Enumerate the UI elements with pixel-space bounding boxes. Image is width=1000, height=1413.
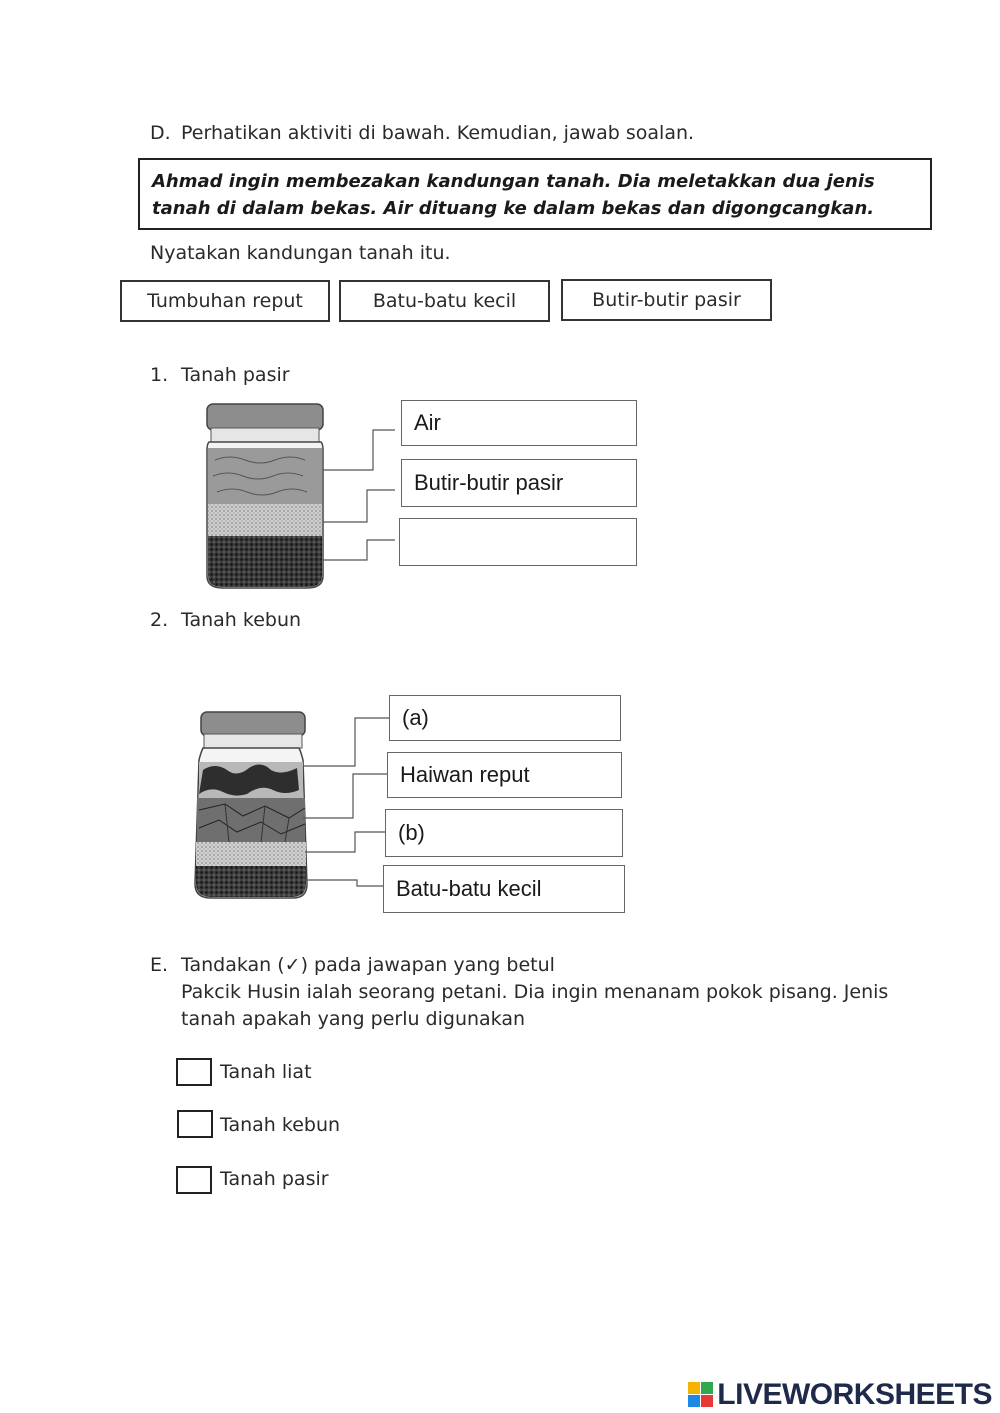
q1-answer-drop-zone[interactable]: [399, 518, 637, 566]
liveworksheets-logo-icon: [688, 1382, 714, 1408]
q1-number: 1.: [150, 364, 169, 386]
q1-label-air: Air: [401, 400, 637, 446]
sand-jar-illustration: [195, 398, 395, 593]
garden-soil-jar-illustration: [185, 706, 390, 916]
section-d-letter: D.: [150, 122, 171, 144]
checkbox-tanah-kebun[interactable]: [177, 1110, 213, 1138]
section-e-letter: E.: [150, 954, 169, 976]
q2-label-b-drop-zone[interactable]: (b): [385, 809, 623, 857]
section-e-question-line2: tanah apakah yang perlu digunakan: [181, 1008, 526, 1030]
q1-title: Tanah pasir: [181, 364, 290, 386]
q1-label-butir-pasir: Butir-butir pasir: [401, 459, 637, 507]
section-e-question-line1: Pakcik Husin ialah seorang petani. Dia ingin menanam pokok pisang. Jenis: [181, 981, 889, 1003]
prompt-text: Nyatakan kandungan tanah itu.: [150, 242, 451, 264]
checkbox-tanah-liat[interactable]: [176, 1058, 212, 1086]
section-d-heading: Perhatikan aktiviti di bawah. Kemudian, jawab soalan.: [181, 122, 695, 144]
q2-number: 2.: [150, 609, 169, 631]
liveworksheets-logo-text: LIVEWORKSHEETS: [717, 1378, 992, 1411]
option-tanah-liat: Tanah liat: [220, 1061, 312, 1083]
word-bank-item-tumbuhan-reput[interactable]: Tumbuhan reput: [120, 280, 330, 322]
option-tanah-pasir: Tanah pasir: [220, 1168, 329, 1190]
scenario-box: Ahmad ingin membezakan kandungan tanah. Dia meletakkan dua jenis tanah di dalam bekas. Air dituang ke dalam bekas dan digongcangkan.: [138, 158, 932, 230]
checkbox-tanah-pasir[interactable]: [176, 1166, 212, 1194]
option-tanah-kebun: Tanah kebun: [220, 1114, 341, 1136]
word-bank-item-batu-batu-kecil[interactable]: Batu-batu kecil: [339, 280, 550, 322]
q2-label-batu-kecil: Batu-batu kecil: [383, 865, 625, 913]
liveworksheets-logo: [688, 1378, 992, 1412]
q2-label-a-drop-zone[interactable]: (a): [389, 695, 621, 741]
q2-label-haiwan-reput: Haiwan reput: [387, 752, 622, 798]
q2-title: Tanah kebun: [181, 609, 302, 631]
section-e-heading: Tandakan (✓) pada jawapan yang betul: [181, 954, 555, 976]
word-bank-item-butir-butir-pasir[interactable]: Butir-butir pasir: [561, 279, 772, 321]
